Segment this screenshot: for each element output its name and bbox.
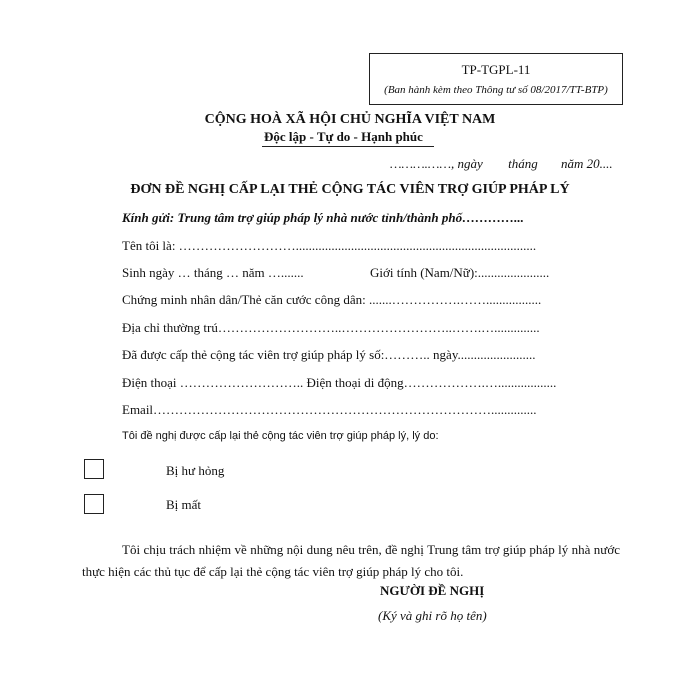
reason-lost-checkbox[interactable] — [84, 494, 104, 514]
name-field: Tên tôi là: ……………………….......................................................................... — [122, 238, 537, 253]
id-card-field: Chứng minh nhân dân/Thẻ căn cước công dân: .......…………….……................. — [122, 292, 542, 307]
signature-role: NGƯỜI ĐỀ NGHỊ — [380, 583, 485, 598]
phone-field: Điện thoại ……………………….. Điện thoại di động……………….….................. — [122, 375, 557, 390]
reason-lost-label: Bị mất — [166, 497, 202, 512]
commitment-paragraph: Tôi chịu trách nhiệm về những nội dung nêu trên, đề nghị Trung tâm trợ giúp pháp lý nhà nước thực hiện các thủ tục để cấp lại thẻ cộng tác viên trợ giúp pháp lý cho tôi. — [82, 542, 620, 579]
signature-note: (Ký và ghi rõ họ tên) — [378, 608, 487, 623]
date-year: năm 20.... — [560, 156, 613, 171]
gender-field: Giới tính (Nam/Nữ):...................... — [370, 265, 550, 280]
reason-damaged-checkbox[interactable] — [84, 459, 104, 479]
form-code-box — [369, 53, 623, 105]
card-issued-field: Đã được cấp thẻ cộng tác viên trợ giúp pháp lý số:……….. ngày........................ — [122, 347, 536, 362]
form-issuance-note: (Ban hành kèm theo Thông tư số 08/2017/TT-BTP) — [384, 84, 608, 96]
motto: Độc lập - Tự do - Hạnh phúc — [264, 129, 423, 144]
recipient-line: Kính gửi: Trung tâm trợ giúp pháp lý nhà nước tỉnh/thành phố…………... — [122, 210, 524, 225]
reason-damaged-label: Bị hư hỏng — [166, 463, 225, 478]
form-code: TP-TGPL-11 — [461, 62, 531, 77]
motto-underline — [262, 146, 434, 147]
date-place: ……….……, ngày — [390, 156, 483, 171]
document-title: ĐƠN ĐỀ NGHỊ CẤP LẠI THẺ CỘNG TÁC VIÊN TRỢ GIÚP PHÁP LÝ — [130, 182, 570, 197]
reason-intro: Tôi đề nghị được cấp lại thẻ cộng tác viên trợ giúp pháp lý, lý do: — [122, 430, 439, 442]
dob-field: Sinh ngày … tháng … năm …....... — [122, 265, 304, 280]
email-field: Email…………………………………………………………………….............. — [122, 402, 537, 417]
date-month: tháng — [508, 156, 538, 171]
date-line — [390, 156, 613, 172]
nation-heading: CỘNG HOÀ XÃ HỘI CHỦ NGHĨA VIỆT NAM — [204, 112, 496, 127]
address-field: Địa chỉ thường trú………………………..……………………..…….….............. — [122, 320, 540, 335]
